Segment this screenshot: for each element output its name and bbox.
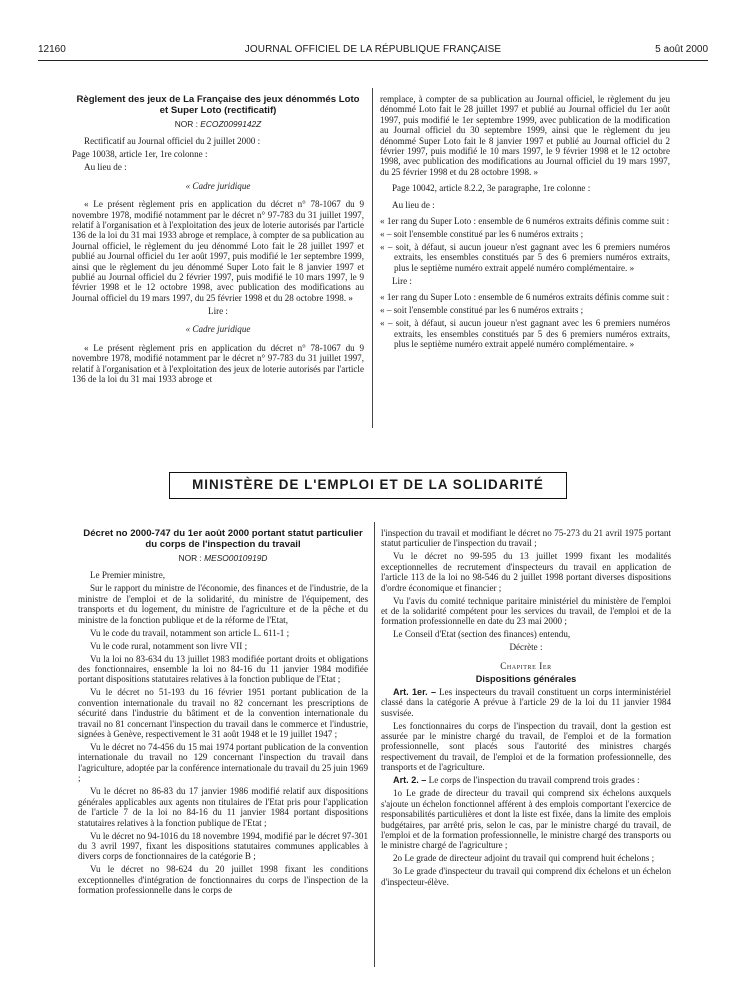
visa-paragraph: Vu le décret no 98-624 du 20 juillet 1998 fixant les conditions exceptionnelles d'intégration de fonctionnaires du corps de l'inspection de la formation professionnelle dans le corps de — [78, 864, 368, 896]
section1-column-right — [380, 94, 670, 350]
header-divider — [38, 60, 708, 61]
page-reference-2: Page 10042, article 8.2.2, 3e paragraphe, 1re colonne : — [392, 183, 591, 194]
paragraph-original: « Le présent règlement pris en application du décret n° 78-1067 du 9 novembre 1978, modifié notamment par le décret n° 97-783 du 31 juillet 1997, relatif à l'organisation et à l'exploitation des jeux de loterie autorisés par l'article 136 de la loi du 31 mai 1933 abroge et remplace, à compter de sa publication au Journal officiel, le règlement du jeu dénommé Loto fait le 28 juillet 1997 et publié au Journal officiel du 1er août 1997, puis modifié le 1er septembre 1999, ainsi que le règlement du jeu dénommé Super Loto fait le 8 janvier 1997 et publié au Journal officiel du 2 février 1997, puis modifié le 10 mars 1997, le 9 février 1998 et le 12 octobre 1998, avec publication des modifications au Journal officiel du 19 mars 1997, du 25 février 1998 et du 28 octobre 1998. » — [72, 199, 364, 303]
chapter-heading: Chapitre Ier — [500, 660, 552, 671]
cadre-juridique-heading: « Cadre juridique — [185, 324, 251, 335]
rang-definition: « 1er rang du Super Loto : ensemble de 6 numéros extraits définis comme suit : — [380, 292, 670, 303]
visa-paragraph: Vu l'avis du comité technique paritaire ministériel du ministère de l'emploi et de la solidarité compétent pour les services du travail, de l'emploi et de la formation professionnelle en date du 23 mai 2000 ; — [381, 595, 671, 627]
dash-item: « – soit, à défaut, si aucun joueur n'est gagnant avec les 6 premiers numéros extraits, les ensembles constitués par 5 des 6 premiers numéros extraits, plus le septième numéro extrait appelé numéro complémentaire. » — [380, 318, 670, 350]
nor-label: NOR : — [178, 553, 202, 563]
cadre-juridique-heading: « Cadre juridique — [185, 180, 251, 191]
visa-paragraph: Sur le rapport du ministre de l'économie, des finances et de l'industrie, de la ministre de l'emploi et de la solidarité, du ministre de l'équipement, des transports et du logement, du ministre de l'agriculture et de la pêche et du ministre de la fonction publique et de la réforme de l'Etat, — [78, 583, 368, 625]
article-1-text: Les inspecteurs du travail constituent un corps interministériel classé dans la catégorie A prévue à l'article 29 de la loi du 11 janvier 1984 susvisée. — [381, 686, 671, 718]
dispositions-heading: Dispositions générales — [475, 673, 577, 684]
section2-column-right — [381, 528, 671, 887]
rectificatif-line: Rectificatif au Journal officiel du 2 juillet 2000 : — [84, 136, 261, 147]
dash-item: « – soit l'ensemble constitué par les 6 numéros extraits ; — [380, 305, 584, 316]
article-2-text: Le corps de l'inspection du travail comprend trois grades : — [428, 775, 640, 786]
nor-code: ECOZ0099142Z — [200, 119, 262, 129]
page-reference: Page 10038, article 1er, 1re colonne : — [72, 149, 208, 160]
visa-paragraph: Vu le décret no 74-456 du 15 mai 1974 portant publication de la convention internationale du travail no 129 concernant l'inspection du travail dans l'agriculture, adoptée par la conférence internationale du travail du 25 juin 1969 ; — [78, 742, 368, 784]
ministry-banner: MINISTÈRE DE L'EMPLOI ET DE LA SOLIDARITÉ — [169, 472, 567, 499]
section1-column-left — [72, 94, 364, 384]
article-2-lead: Art. 2. – — [393, 775, 427, 786]
visa-paragraph: l'inspection du travail et modifiant le décret no 75-273 du 21 avril 1975 portant statut particulier de l'inspection du travail ; — [381, 528, 671, 549]
column-divider — [374, 522, 375, 967]
article-1-paragraph-2: Les fonctionnaires du corps de l'inspection du travail, dont la gestion est assurée par le ministre chargé du travail, de l'emploi et de la formation professionnelle, sont placés sous l'autorité des ministres chargés respectivement du travail, de l'emploi et de la formation professionnelle, des transports et de l'agriculture. — [381, 720, 671, 773]
journal-title: JOURNAL OFFICIEL DE LA RÉPUBLIQUE FRANÇAISE — [244, 44, 502, 55]
article-2 — [381, 775, 671, 785]
decree-nor — [78, 553, 368, 563]
section1-nor — [72, 119, 364, 129]
lire-label-2: Lire : — [392, 275, 412, 286]
issue-date: 5 août 2000 — [655, 44, 708, 55]
decree-title: Décret no 2000-747 du 1er août 2000 portant statut particulier du corps de l'inspection du travail — [83, 528, 363, 550]
lire-label: Lire : — [208, 305, 228, 316]
nor-code: MESO0010919D — [204, 553, 268, 563]
visa-paragraph: Vu le décret no 51-193 du 16 février 1951 portant publication de la convention internationale du travail no 82 concernant les prescriptions de sécurité dans l'industrie du bâtiment et de la convention internationale du travail no 81 concernant l'inspection du travail dans le commerce et l'industrie, signées à Genève, respectivement le 31 août 1948 et le 19 juillet 1947 ; — [78, 687, 368, 740]
decrete-label: Décrète : — [509, 642, 543, 653]
page-number: 12160 — [38, 44, 66, 55]
visa-paragraph: Vu le décret no 99-595 du 13 juillet 1999 fixant les modalités exceptionnelles de recrutement d'inspecteurs du travail en application de l'article 113 de la loi no 98-546 du 2 juillet 1998 portant diverses dispositions d'ordre économique et financier ; — [381, 551, 671, 593]
rang-definition: « 1er rang du Super Loto : ensemble de 6 numéros extraits définis comme suit : — [380, 216, 670, 227]
visa-paragraph: Vu le code rural, notamment son livre VII ; — [90, 640, 248, 651]
column-divider — [372, 88, 373, 428]
section1-title: Règlement des jeux de La Française des jeux dénommés Loto et Super Loto (rectificatif) — [76, 94, 360, 116]
grade-item: 2o Le grade de directeur adjoint du travail qui comprend huit échelons ; — [393, 853, 655, 864]
dash-item: « – soit l'ensemble constitué par les 6 numéros extraits ; — [380, 229, 584, 240]
dash-item: « – soit, à défaut, si aucun joueur n'est gagnant avec les 6 premiers numéros extraits, les ensembles constitués par 5 des 6 premiers numéros extraits, plus le septième numéro extrait appelé numéro complémentaire. » — [380, 242, 670, 273]
visa-paragraph: Vu le décret no 94-1016 du 18 novembre 1994, modifié par le décret 97-301 du 3 avril 1997, fixant les dispositions statutaires communes applicables à divers corps de fonctionnaires de la catégorie B ; — [78, 830, 368, 862]
page-header — [38, 44, 708, 58]
conseil-etat: Le Conseil d'Etat (section des finances) entendu, — [393, 629, 571, 640]
au-lieu-de-label: Au lieu de : — [84, 162, 127, 173]
grade-item: 3o Le grade d'inspecteur du travail qui comprend dix échelons et un échelon d'inspecteur-élève. — [381, 866, 671, 887]
section2-column-left — [78, 528, 368, 896]
article-1 — [381, 687, 671, 718]
au-lieu-de-label-2: Au lieu de : — [392, 199, 435, 210]
paragraph-corrected-start: « Le présent règlement pris en application du décret n° 78-1067 du 9 novembre 1978, modifié notamment par le décret n° 97-783 du 31 juillet 1997, relatif à l'organisation et à l'exploitation des jeux de loterie autorisés par l'article 136 de la loi du 31 mai 1933 abroge et — [72, 342, 364, 384]
premier-ministre: Le Premier ministre, — [90, 570, 166, 581]
nor-label: NOR : — [174, 119, 198, 129]
visa-paragraph: Vu la loi no 83-634 du 13 juillet 1983 modifiée portant droits et obligations des fonctionnaires, ensemble la loi no 84-16 du 11 janvier 1984 modifiée portant dispositions statutaires relatives à la fonction publique de l'Etat ; — [78, 653, 368, 685]
grade-item: 1o Le grade de directeur du travail qui comprend six échelons auxquels s'ajoute un échelon fonctionnel afférent à des emplois comportant l'exercice de responsabilités particulières et dont la liste est fixée, dans la limite des emplois budgétaires, par arrêté pris, selon le cas, par le ministre chargé du travail, de l'emploi et de la formation professionnelle, le ministre chargé des transports ou le ministre chargé de l'agriculture ; — [381, 788, 671, 851]
article-1-lead: Art. 1er. – — [393, 686, 436, 697]
visa-paragraph: Vu le décret no 86-83 du 17 janvier 1986 modifié relatif aux dispositions générales applicables aux agents non titulaires de l'Etat pris pour l'application de l'article 7 de la loi no 84-16 du 11 janvier 1984 portant dispositions statutaires relatives à la fonction publique de l'Etat ; — [78, 786, 368, 828]
visa-paragraph: Vu le code du travail, notamment son article L. 611-1 ; — [90, 627, 290, 638]
paragraph-corrected-end: remplace, à compter de sa publication au Journal officiel, le règlement du jeu dénommé Loto fait le 28 juillet 1997 et publié au Journal officiel du 1er août 1997, puis modifié le 1er septembre 1999, avec publication de la modification au Journal officiel du 30 septembre 1999, ainsi que le règlement du jeu dénommé Super Loto fait le 8 janvier 1997 et publié au Journal officiel du 2 février 1997, puis modifié le 10 mars 1997, le 9 février 1998 et le 12 octobre 1998, avec publication des modifications au Journal officiel du 19 mars 1997, du 25 février 1998 et du 28 octobre 1998. » — [380, 94, 670, 177]
